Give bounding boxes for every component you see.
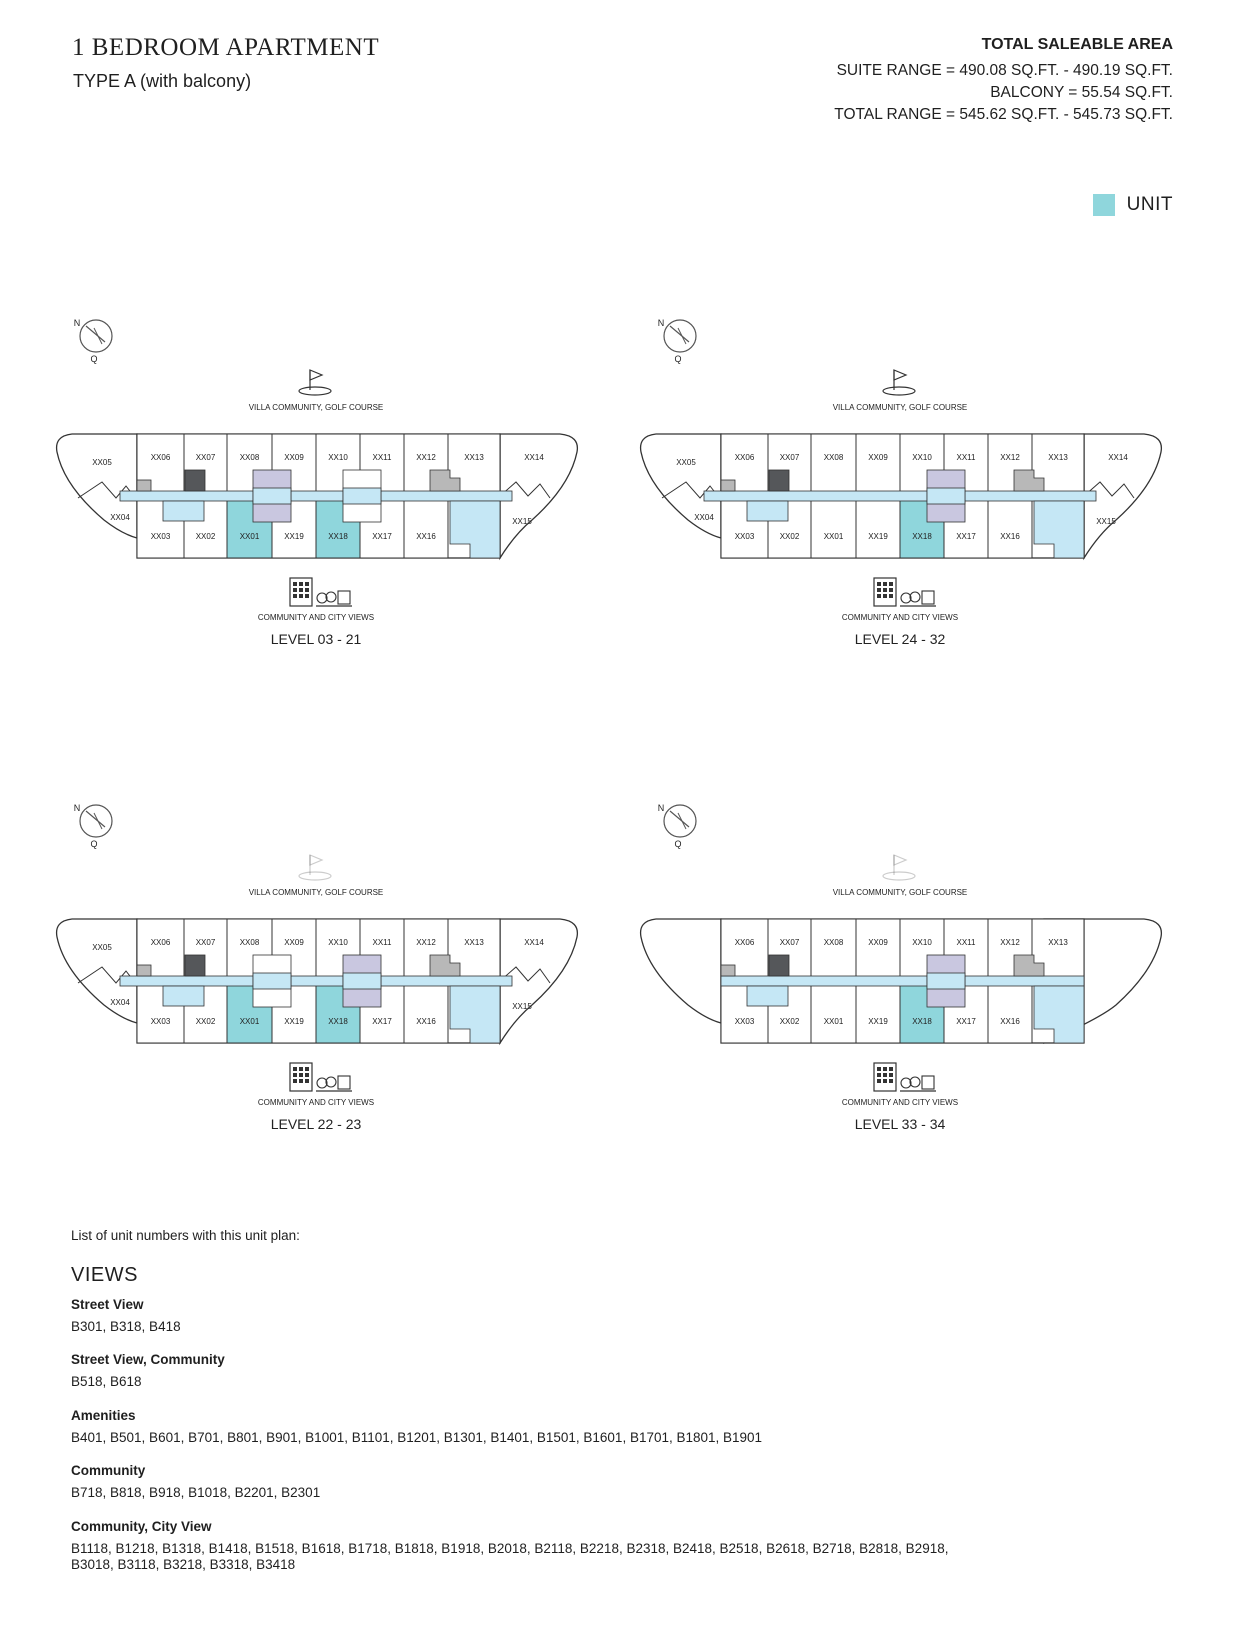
- top-unit-label: XX10: [912, 453, 932, 462]
- building-window: [883, 1067, 887, 1071]
- top-unit-label: XX10: [912, 938, 932, 947]
- building-window: [889, 1073, 893, 1077]
- top-view-label: VILLA COMMUNITY, GOLF COURSE: [832, 403, 968, 412]
- golf-flag-icon: [310, 855, 322, 865]
- wing-unit-label: XX14: [524, 938, 544, 947]
- compass-icon: [80, 805, 112, 837]
- top-unit-label: XX12: [416, 938, 436, 947]
- corridor: [120, 976, 512, 986]
- bottom-unit: [856, 985, 900, 1043]
- bottom-unit-label: XX02: [195, 1017, 216, 1026]
- bottom-unit-label: XX16: [416, 1017, 436, 1026]
- top-unit-label: XX06: [150, 938, 171, 947]
- wing-unit-label: XX05: [676, 458, 696, 467]
- top-unit-label: XX07: [195, 453, 216, 462]
- atrium-bridge: [253, 488, 291, 504]
- stair-core: [721, 965, 735, 976]
- compass-south-label: Q: [674, 354, 682, 364]
- top-unit-label: XX11: [956, 453, 976, 462]
- bottom-unit-label: XX18: [328, 532, 348, 541]
- bottom-unit-label: XX16: [1000, 1017, 1020, 1026]
- floor-plan-level-24-32: [634, 320, 1194, 665]
- stair-core: [137, 480, 151, 491]
- building-window: [299, 1073, 303, 1077]
- wing-unit-label: XX04: [110, 513, 130, 522]
- building-window: [305, 1073, 309, 1077]
- bottom-unit-label: XX16: [1000, 532, 1020, 541]
- top-unit-label: XX08: [239, 453, 260, 462]
- top-view-label: VILLA COMMUNITY, GOLF COURSE: [248, 888, 384, 897]
- top-unit-label: XX09: [284, 938, 304, 947]
- compass-needle: [86, 326, 105, 342]
- suite-range: SUITE RANGE = 490.08 SQ.FT. - 490.19 SQ.FT.: [836, 62, 1173, 79]
- tree-icon: [901, 1078, 911, 1088]
- building-window: [293, 1073, 297, 1077]
- corridor: [120, 491, 512, 501]
- wing-unit-label: XX04: [110, 998, 130, 1007]
- tree-icon: [910, 592, 920, 602]
- view-units: B718, B818, B918, B1018, B2201, B2301: [71, 1485, 321, 1500]
- top-unit-label: XX09: [284, 453, 304, 462]
- unit-list-heading: List of unit numbers with this unit plan:: [71, 1228, 300, 1243]
- atrium-bridge: [927, 973, 965, 989]
- bottom-unit: [988, 985, 1032, 1043]
- top-unit-label: XX06: [734, 938, 755, 947]
- house-icon: [922, 1076, 934, 1089]
- golf-green-icon: [883, 387, 915, 395]
- tree-icon: [901, 593, 911, 603]
- bottom-unit-label: XX16: [416, 532, 436, 541]
- wing-unit-label: XX15: [512, 1002, 532, 1011]
- atrium-bridge: [343, 488, 381, 504]
- top-unit-label: XX07: [779, 938, 800, 947]
- building-window: [877, 1073, 881, 1077]
- lobby-block: [163, 986, 204, 1006]
- top-unit: [811, 919, 856, 977]
- top-unit-label: XX06: [734, 453, 755, 462]
- top-unit-label: XX08: [823, 938, 844, 947]
- lobby-block: [747, 986, 788, 1006]
- compass-needle: [670, 811, 689, 827]
- page-title: 1 BEDROOM APARTMENT: [72, 34, 380, 61]
- building-window: [883, 1073, 887, 1077]
- top-unit-label: XX07: [195, 938, 216, 947]
- compass-north-label: N: [657, 803, 665, 813]
- tree-icon: [910, 1077, 920, 1087]
- building-window: [877, 582, 881, 586]
- building-window: [889, 588, 893, 592]
- top-unit-label: XX08: [239, 938, 260, 947]
- bottom-unit: [811, 985, 856, 1043]
- view-units: B1118, B1218, B1318, B1418, B1518, B1618, B1718, B1818, B1918, B2018, B2118, B2218, B2318, B2418, B2518, B2618, B2718, B2818, B2918, B3018, B3118, B3218, B3318, B3418: [71, 1541, 949, 1572]
- tree-icon: [326, 592, 336, 602]
- compass-icon: [80, 320, 112, 352]
- bottom-unit-label: XX19: [284, 1017, 304, 1026]
- top-unit-label: XX10: [328, 938, 348, 947]
- total-range: TOTAL RANGE = 545.62 SQ.FT. - 545.73 SQ.FT.: [834, 106, 1173, 123]
- wing-unit-label: XX15: [1096, 517, 1116, 526]
- building-window: [889, 1079, 893, 1083]
- tree-icon: [317, 593, 327, 603]
- top-unit-label: XX13: [464, 453, 484, 462]
- view-units: B401, B501, B601, B701, B801, B901, B1001, B1101, B1201, B1301, B1401, B1501, B1601, B1701, B1801, B1901: [71, 1430, 763, 1445]
- compass-needle: [678, 813, 686, 829]
- building-window: [877, 594, 881, 598]
- bottom-unit-label: XX17: [956, 532, 976, 541]
- compass-north-label: N: [657, 318, 665, 328]
- level-label: LEVEL 03 - 21: [270, 631, 362, 647]
- legend: [1093, 194, 1173, 216]
- bottom-view-label: COMMUNITY AND CITY VIEWS: [257, 1098, 375, 1107]
- bottom-unit-label: XX03: [150, 532, 171, 541]
- wing-unit-label: XX15: [512, 517, 532, 526]
- view-label: Amenities: [71, 1408, 136, 1423]
- top-unit: [856, 919, 900, 977]
- house-icon: [922, 591, 934, 604]
- building-window: [299, 1067, 303, 1071]
- tree-icon: [326, 1077, 336, 1087]
- wing-unit-label: XX05: [92, 458, 112, 467]
- bottom-unit-label: XX17: [372, 532, 392, 541]
- top-unit-label: XX06: [150, 453, 171, 462]
- building-window: [305, 1067, 309, 1071]
- building-window: [293, 1079, 297, 1083]
- building-window: [883, 588, 887, 592]
- legend-swatch: [1093, 194, 1115, 216]
- top-unit-label: XX09: [868, 938, 888, 947]
- golf-green-icon: [299, 872, 331, 880]
- legend-label: UNIT: [1126, 194, 1173, 215]
- compass-needle: [86, 811, 105, 827]
- bottom-unit-label: XX19: [284, 532, 304, 541]
- golf-green-icon: [883, 872, 915, 880]
- top-unit-label: XX11: [956, 938, 976, 947]
- building-window: [883, 582, 887, 586]
- compass-needle: [678, 328, 686, 344]
- building-window: [293, 588, 297, 592]
- wing-unit-label: XX04: [694, 513, 714, 522]
- stair-core: [721, 480, 735, 491]
- bottom-unit-label: XX18: [912, 532, 932, 541]
- bottom-view-label: COMMUNITY AND CITY VIEWS: [841, 1098, 959, 1107]
- building-window: [877, 1067, 881, 1071]
- building-window: [293, 594, 297, 598]
- level-label: LEVEL 24 - 32: [854, 631, 946, 647]
- top-unit: [856, 434, 900, 492]
- bottom-unit-label: XX18: [912, 1017, 932, 1026]
- top-view-label: VILLA COMMUNITY, GOLF COURSE: [832, 888, 968, 897]
- elevator-core: [769, 955, 789, 976]
- top-unit-label: XX11: [372, 453, 392, 462]
- bottom-unit: [988, 500, 1032, 558]
- wing-unit-label: XX14: [524, 453, 544, 462]
- level-label: LEVEL 22 - 23: [270, 1116, 362, 1132]
- bottom-unit: [404, 500, 448, 558]
- page-subtitle: TYPE A (with balcony): [73, 71, 252, 91]
- floor-plan-level-33-34: [634, 805, 1194, 1150]
- view-label: Community, City View: [71, 1519, 212, 1534]
- bottom-unit-label: XX02: [779, 1017, 800, 1026]
- building-window: [883, 594, 887, 598]
- house-icon: [338, 1076, 350, 1089]
- elevator-core: [769, 470, 789, 491]
- top-unit-label: XX08: [823, 453, 844, 462]
- top-view-label: VILLA COMMUNITY, GOLF COURSE: [248, 403, 384, 412]
- elevator-core: [185, 470, 205, 491]
- building-window: [305, 594, 309, 598]
- top-unit-label: XX13: [1048, 938, 1068, 947]
- tree-icon: [317, 1078, 327, 1088]
- compass-icon: [664, 805, 696, 837]
- building-window: [305, 582, 309, 586]
- balcony-area: BALCONY = 55.54 SQ.FT.: [990, 84, 1173, 101]
- lobby-block: [747, 501, 788, 521]
- building-window: [299, 594, 303, 598]
- bottom-view-label: COMMUNITY AND CITY VIEWS: [841, 613, 959, 622]
- compass-icon: [664, 320, 696, 352]
- floor-plan-level-22-23: [50, 805, 610, 1150]
- atrium-bridge: [343, 973, 381, 989]
- view-label: Street View: [71, 1297, 144, 1312]
- view-label: Community: [71, 1463, 146, 1478]
- views-heading: VIEWS: [71, 1264, 138, 1286]
- bottom-unit-label: XX01: [823, 1017, 844, 1026]
- top-unit-label: XX12: [1000, 938, 1020, 947]
- view-label: Street View, Community: [71, 1352, 225, 1367]
- building-window: [883, 1079, 887, 1083]
- building-window: [889, 594, 893, 598]
- bottom-view-label: COMMUNITY AND CITY VIEWS: [257, 613, 375, 622]
- atrium-bridge: [253, 973, 291, 989]
- top-unit-label: XX12: [416, 453, 436, 462]
- compass-needle: [670, 326, 689, 342]
- top-unit-label: XX13: [464, 938, 484, 947]
- bottom-unit-label: XX01: [823, 532, 844, 541]
- bottom-unit-label: XX02: [195, 532, 216, 541]
- bottom-unit-label: XX01: [239, 1017, 260, 1026]
- compass-needle: [94, 328, 102, 344]
- top-unit-label: XX11: [372, 938, 392, 947]
- golf-flag-icon: [894, 855, 906, 865]
- compass-north-label: N: [73, 803, 81, 813]
- top-unit-label: XX10: [328, 453, 348, 462]
- building-window: [877, 588, 881, 592]
- bottom-unit-label: XX19: [868, 1017, 888, 1026]
- atrium-bridge: [927, 488, 965, 504]
- bottom-unit: [404, 985, 448, 1043]
- compass-north-label: N: [73, 318, 81, 328]
- golf-flag-icon: [894, 370, 906, 380]
- lobby-block: [163, 501, 204, 521]
- building-window: [305, 588, 309, 592]
- top-unit-label: XX09: [868, 453, 888, 462]
- top-unit-label: XX13: [1048, 453, 1068, 462]
- wing-unit-label: XX05: [92, 943, 112, 952]
- bottom-unit: [811, 500, 856, 558]
- bottom-unit-label: XX17: [956, 1017, 976, 1026]
- bottom-unit: [856, 500, 900, 558]
- bottom-unit-label: XX19: [868, 532, 888, 541]
- stair-core: [137, 965, 151, 976]
- west-core-outline: [641, 919, 721, 1023]
- building-window: [299, 1079, 303, 1083]
- compass-needle: [94, 813, 102, 829]
- building-window: [877, 1079, 881, 1083]
- building-window: [889, 582, 893, 586]
- bottom-unit-label: XX01: [239, 532, 260, 541]
- corridor: [721, 976, 1084, 986]
- elevator-core: [185, 955, 205, 976]
- bottom-unit-label: XX03: [734, 1017, 755, 1026]
- top-unit: [811, 434, 856, 492]
- bottom-unit-label: XX18: [328, 1017, 348, 1026]
- floor-plan-level-03-21: [50, 320, 610, 665]
- building-window: [889, 1067, 893, 1071]
- bottom-unit-label: XX03: [150, 1017, 171, 1026]
- golf-flag-icon: [310, 370, 322, 380]
- compass-south-label: Q: [90, 839, 98, 849]
- bottom-unit-label: XX02: [779, 532, 800, 541]
- golf-green-icon: [299, 387, 331, 395]
- building-window: [293, 582, 297, 586]
- bottom-unit-label: XX03: [734, 532, 755, 541]
- compass-south-label: Q: [674, 839, 682, 849]
- level-label: LEVEL 33 - 34: [854, 1116, 946, 1132]
- corridor: [704, 491, 1096, 501]
- view-units: B301, B318, B418: [71, 1319, 181, 1334]
- building-window: [305, 1079, 309, 1083]
- wing-unit-label: XX14: [1108, 453, 1128, 462]
- top-unit-label: XX07: [779, 453, 800, 462]
- building-window: [299, 582, 303, 586]
- building-window: [299, 588, 303, 592]
- building-window: [293, 1067, 297, 1071]
- view-units: B518, B618: [71, 1374, 142, 1389]
- area-heading: TOTAL SALEABLE AREA: [981, 36, 1173, 53]
- house-icon: [338, 591, 350, 604]
- top-unit-label: XX12: [1000, 453, 1020, 462]
- bottom-unit-label: XX17: [372, 1017, 392, 1026]
- compass-south-label: Q: [90, 354, 98, 364]
